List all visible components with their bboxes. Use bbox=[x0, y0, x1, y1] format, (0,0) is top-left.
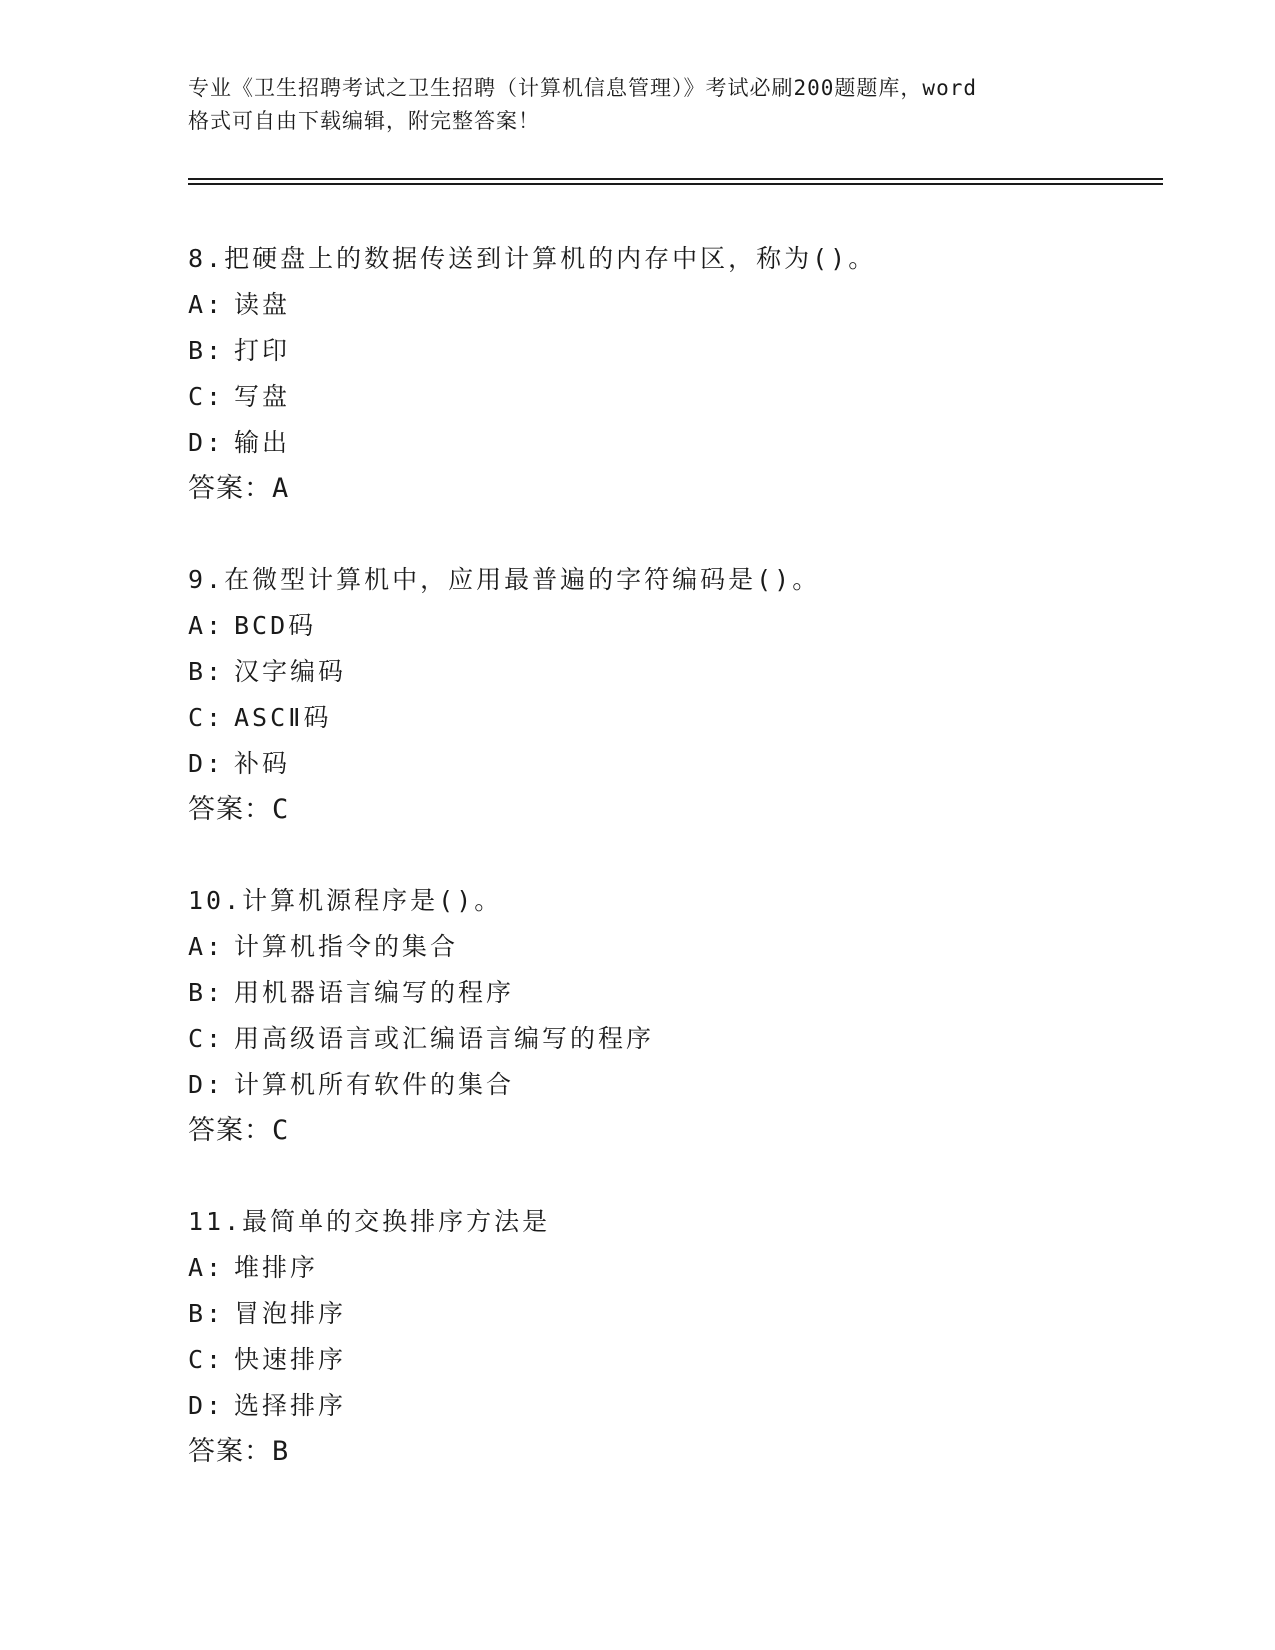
question-11 bbox=[188, 1199, 1168, 1475]
option-letter: B: bbox=[188, 1299, 225, 1328]
option-letter: A: bbox=[188, 290, 225, 319]
option-text: 打印 bbox=[234, 336, 291, 365]
option-a bbox=[188, 603, 1168, 649]
option-letter: A: bbox=[188, 611, 225, 640]
option-text: 快速排序 bbox=[234, 1345, 347, 1374]
question-9 bbox=[188, 557, 1168, 833]
option-a bbox=[188, 924, 1168, 970]
option-letter: A: bbox=[188, 1253, 225, 1282]
option-text: 写盘 bbox=[234, 382, 291, 411]
option-letter: D: bbox=[188, 428, 225, 457]
option-text: 用高级语言或汇编语言编写的程序 bbox=[234, 1024, 655, 1053]
option-letter: B: bbox=[188, 336, 225, 365]
option-b bbox=[188, 328, 1168, 374]
option-text: 计算机所有软件的集合 bbox=[234, 1070, 515, 1099]
option-letter: D: bbox=[188, 1391, 225, 1420]
option-c bbox=[188, 1016, 1168, 1062]
option-b bbox=[188, 970, 1168, 1016]
option-text: BCD码 bbox=[234, 611, 317, 640]
header-divider-bottom bbox=[188, 183, 1163, 185]
option-text: 补码 bbox=[234, 749, 291, 778]
answer-line: 答案：C bbox=[188, 1115, 290, 1146]
option-text: 堆排序 bbox=[234, 1253, 319, 1282]
header-divider-top bbox=[188, 178, 1163, 180]
option-d bbox=[188, 1383, 1168, 1429]
option-c bbox=[188, 374, 1168, 420]
option-b bbox=[188, 649, 1168, 695]
option-text: 冒泡排序 bbox=[234, 1299, 347, 1328]
answer-line: 答案：A bbox=[188, 473, 290, 504]
option-text: 计算机指令的集合 bbox=[234, 932, 459, 961]
option-letter: C: bbox=[188, 1345, 225, 1374]
option-text: 用机器语言编写的程序 bbox=[234, 978, 515, 1007]
option-text: ASCⅡ码 bbox=[234, 703, 332, 732]
option-c bbox=[188, 1337, 1168, 1383]
option-letter: A: bbox=[188, 932, 225, 961]
option-letter: C: bbox=[188, 382, 225, 411]
option-d bbox=[188, 741, 1168, 787]
option-b bbox=[188, 1291, 1168, 1337]
option-letter: D: bbox=[188, 749, 225, 778]
question-stem: 8.把硬盘上的数据传送到计算机的内存中区，称为()。 bbox=[188, 244, 877, 273]
header-line-1: 专业《卫生招聘考试之卫生招聘（计算机信息管理）》考试必刷200题题库，word bbox=[188, 76, 977, 100]
option-letter: C: bbox=[188, 703, 225, 732]
answer-line: 答案：C bbox=[188, 794, 290, 825]
option-letter: B: bbox=[188, 657, 225, 686]
option-letter: D: bbox=[188, 1070, 225, 1099]
question-stem: 10.计算机源程序是()。 bbox=[188, 886, 503, 915]
option-c bbox=[188, 695, 1168, 741]
option-letter: C: bbox=[188, 1024, 225, 1053]
option-text: 选择排序 bbox=[234, 1391, 347, 1420]
document-header bbox=[188, 72, 1088, 138]
question-10 bbox=[188, 878, 1168, 1154]
option-d bbox=[188, 1062, 1168, 1108]
option-letter: B: bbox=[188, 978, 225, 1007]
question-stem: 11.最简单的交换排序方法是 bbox=[188, 1207, 551, 1236]
header-line-2: 格式可自由下载编辑，附完整答案！ bbox=[188, 109, 540, 133]
question-stem: 9.在微型计算机中，应用最普遍的字符编码是()。 bbox=[188, 565, 821, 594]
question-8 bbox=[188, 236, 1168, 512]
option-text: 汉字编码 bbox=[234, 657, 347, 686]
answer-line: 答案：B bbox=[188, 1436, 290, 1467]
option-a bbox=[188, 1245, 1168, 1291]
option-d bbox=[188, 420, 1168, 466]
option-text: 输出 bbox=[234, 428, 291, 457]
option-text: 读盘 bbox=[234, 290, 291, 319]
option-a bbox=[188, 282, 1168, 328]
